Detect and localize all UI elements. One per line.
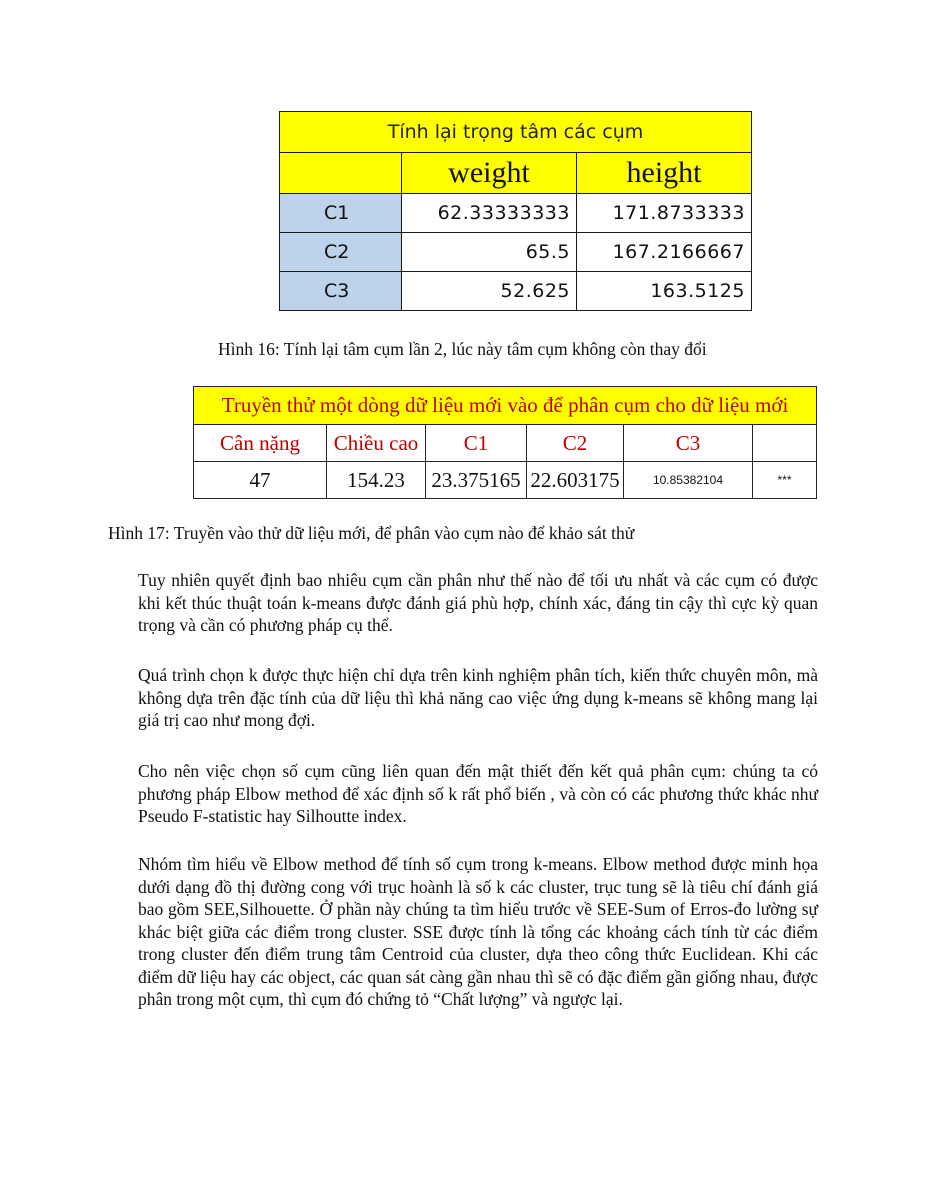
paragraph: Nhóm tìm hiểu về Elbow method để tính số cụm trong k-means. Elbow method được minh họa dưới dạng đồ thị đường cong với trục hoành là số k các cluster, trục tung sẽ là tiêu chí đánh giá bao gồm SEE,Silhouette. Ở phần này chúng ta tìm hiểu trước về SEE-Sum of Erros-đo lường sự khác biệt giữa các điểm trong cluster. SSE được tính là tổng các khoảng cách tính từ các điểm trong cluster đến điểm trung tâm Centroid của cluster, dựa theo công thức Euclidean. Khi các điểm dữ liệu hay các object, các quan sát càng gần nhau thì sẽ có đặc điểm gần giống nhau, được phân trong một cụm, thì cụm đó chứng tỏ “Chất lượng” và ngược lại.: [138, 854, 818, 1009]
weight-cell: 52.625: [402, 272, 577, 311]
header-c1: C1: [426, 425, 527, 462]
table-row: [280, 272, 752, 311]
header-c3: C3: [624, 425, 753, 462]
height-cell: 163.5125: [577, 272, 752, 311]
paragraph: Cho nên việc chọn số cụm cũng liên quan đến mật thiết đến kết quả phân cụm: chúng ta có phương pháp Elbow method để xác định số k rất phổ biến , và còn có các phương thức khác như Pseudo F-statistic hay Silhoutte index.: [138, 761, 818, 826]
row-label: C3: [280, 272, 402, 311]
header-c2: C2: [527, 425, 624, 462]
figure-17-caption: Hình 17: Truyền vào thử dữ liệu mới, để phân vào cụm nào để khảo sát thử: [108, 523, 635, 543]
value-c1: 23.375165: [426, 462, 527, 499]
table-row: [280, 233, 752, 272]
value-c3: 10.85382104: [624, 462, 753, 499]
new-data-table-title: Truyền thử một dòng dữ liệu mới vào để phân cụm cho dữ liệu mới: [194, 387, 817, 425]
centroid-table: [279, 111, 752, 311]
table-row: [280, 194, 752, 233]
header-weight: Cân nặng: [194, 425, 327, 462]
weight-cell: 65.5: [402, 233, 577, 272]
paragraph: Tuy nhiên quyết định bao nhiêu cụm cần phân như thế nào để tối ưu nhất và các cụm có được khi kết thúc thuật toán k-means được đánh giá phù hợp, chính xác, đáng tin cậy thì cực kỳ quan trọng và cần có phương pháp cụ thể.: [138, 570, 818, 635]
column-header-height: height: [577, 153, 752, 194]
value-marker: ***: [753, 462, 817, 499]
centroid-table-title: Tính lại trọng tâm các cụm: [280, 112, 752, 153]
row-label: C2: [280, 233, 402, 272]
figure-16-caption: Hình 16: Tính lại tâm cụm lần 2, lúc này tâm cụm không còn thay đổi: [218, 339, 707, 359]
paragraph: Quá trình chọn k được thực hiện chỉ dựa trên kinh nghiệm phân tích, kiến thức chuyên môn, mà không dựa trên đặc tính của dữ liệu thì khả năng cao việc ứng dụng k-means sẽ không mang lại giá trị cao như mong đợi.: [138, 665, 818, 730]
value-c2: 22.603175: [527, 462, 624, 499]
table-row: [194, 462, 817, 499]
value-height: 154.23: [327, 462, 426, 499]
height-cell: 167.2166667: [577, 233, 752, 272]
header-height: Chiều cao: [327, 425, 426, 462]
value-weight: 47: [194, 462, 327, 499]
row-label: C1: [280, 194, 402, 233]
weight-cell: 62.33333333: [402, 194, 577, 233]
column-header-weight: weight: [402, 153, 577, 194]
header-empty: [753, 425, 817, 462]
new-data-table: [193, 386, 817, 499]
table-corner-cell: [280, 153, 402, 194]
height-cell: 171.8733333: [577, 194, 752, 233]
